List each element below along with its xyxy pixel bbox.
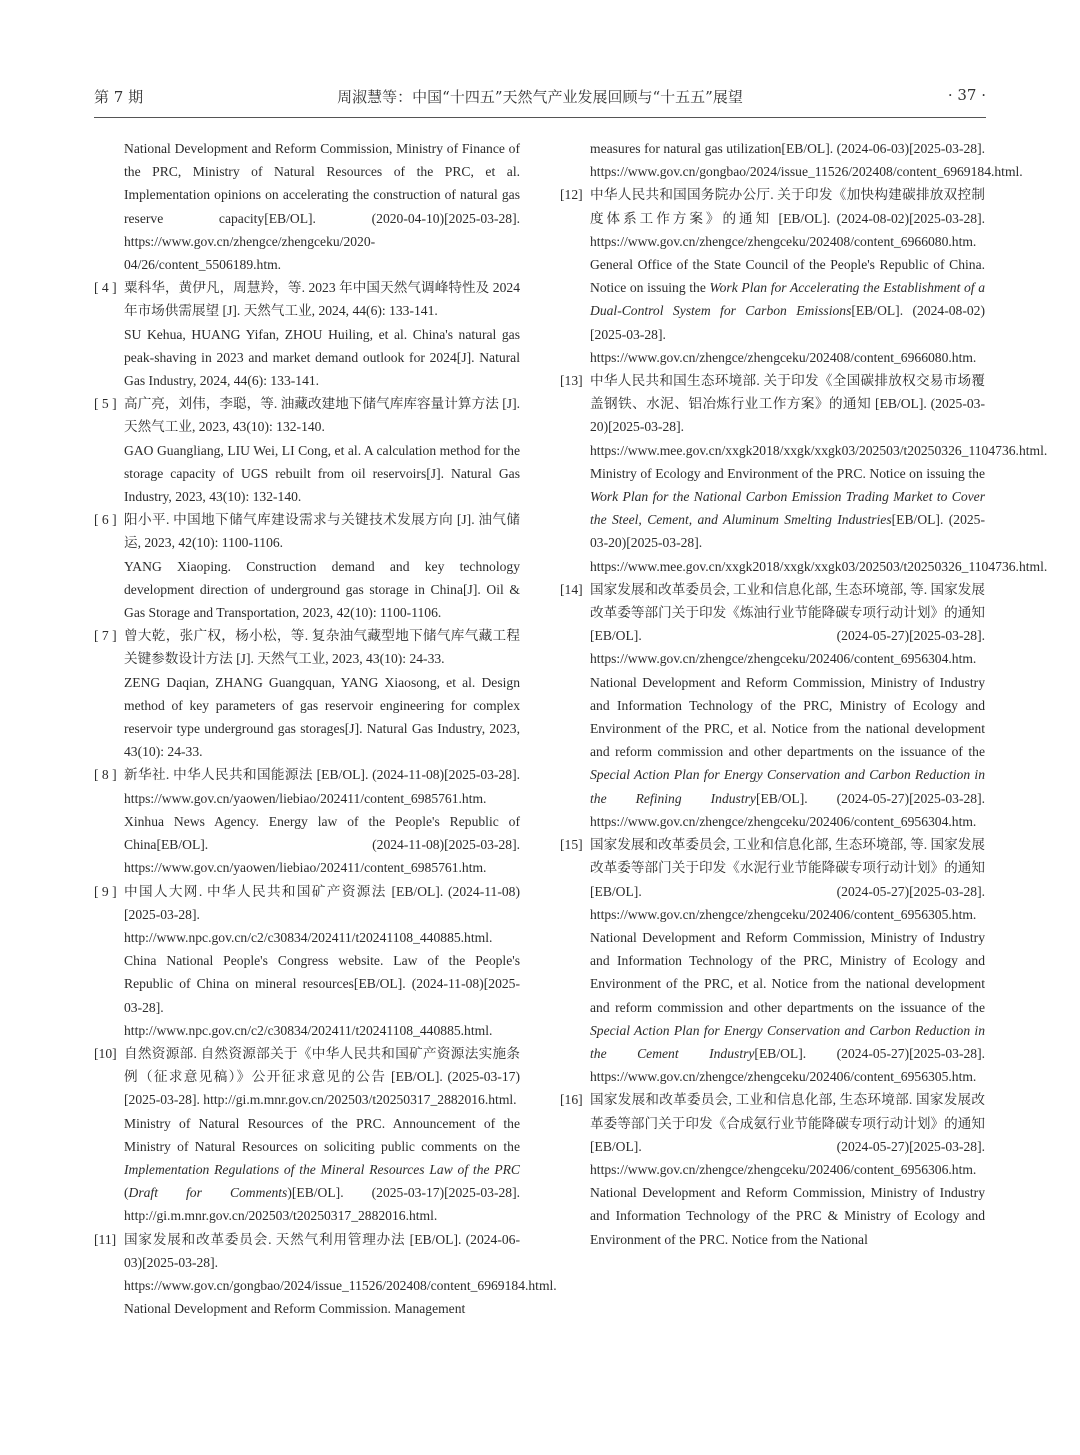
reference-en-text: Ministry of Natural Resources of the PRC. Announcement of the Ministry of Natural Resources on soliciting public comments on the Implementation Regulations of the Mineral Resources Law of the PRC (Draft for Comments)[EB/OL]. (2025-03-17)[2025-03-28]. http://gi.m.mnr.gov.cn/202503/t20250317_2882016.html. [124, 1115, 520, 1224]
reference-item [560, 833, 985, 1088]
reference-number: [ 8 ] [94, 767, 117, 783]
reference-cn-text: 新华社. 中华人民共和国能源法 [EB/OL]. (2024-11-08)[2025-03-28]. https://www.gov.cn/yaowen/liebiao/202411/content_6985761.htm. [124, 767, 520, 806]
reference-number: [ 4 ] [94, 280, 117, 296]
reference-cn-text: 自然资源部. 自然资源部关于《中华人民共和国矿产资源法实施条例（征求意见稿）》公开征求意见的公告 [EB/OL]. (2025-03-17)[2025-03-28]. http://gi.m.mnr.gov.cn/202503/t20250317_2882016.html. [124, 1045, 520, 1108]
running-header [94, 84, 986, 108]
reference-cn-text: 国家发展和改革委员会. 天然气利用管理办法 [EB/OL]. (2024-06-03)[2025-03-28]. https://www.gov.cn/gongbao/2024/issue_11526/202408/content_6969184.html. [124, 1231, 557, 1293]
reference-number: [16] [560, 1092, 583, 1108]
reference-cn-text: 中华人民共和国生态环境部. 关于印发《全国碳排放权交易市场覆盖钢铁、水泥、铝冶炼行业工作方案》的通知 [EB/OL]. (2025-03-20)[2025-03-28]. https://www.mee.gov.cn/xxgk2018/xxgk/xxgk03/202503/t20250326_1104736.html. [590, 373, 1048, 458]
reference-item [560, 369, 1048, 578]
reference-cn-text: 中华人民共和国国务院办公厅. 关于印发《加快构建碳排放双控制度体系工作方案》的通知 [EB/OL]. (2024-08-02)[2025-03-28]. https://www.gov.cn/zhengce/zhengceku/202408/content_6966080.htm. [590, 187, 985, 249]
running-title: 周淑慧等：中国“十四五”天然气产业发展回顾与“十五五”展望 [337, 88, 743, 106]
reference-number: [ 9 ] [94, 883, 117, 899]
reference-column-right [560, 137, 1048, 1251]
reference-en-text: National Development and Reform Commission, Ministry of Industry and Information Technology of the PRC, Ministry of Ecology and Environment of the PRC, et al. Notice from the national development and reform commission and other departments on the issuance of the Special Action Plan for Energy Conservation and Carbon Reduction in the Cement Industry[EB/OL]. (2024-05-27)[2025-03-28]. https://www.gov.cn/zhengce/zhengceku/202406/content_6956305.htm. [590, 929, 985, 1085]
issue-number: 第 7 期 [94, 88, 144, 106]
reference-number: [ 5 ] [94, 396, 117, 412]
reference-en-text: National Development and Reform Commission. Management [124, 1301, 466, 1317]
reference-cn-text: 国家发展和改革委员会, 工业和信息化部, 生态环境部, 等. 国家发展改革委等部门关于印发《水泥行业节能降碳专项行动计划》的通知 [EB/OL]. (2024-05-27)[2025-03-28]. https://www.gov.cn/zhengce/zhengceku/202406/content_6956305.htm. [590, 837, 985, 922]
reference-item [94, 392, 520, 508]
reference-number: [12] [560, 187, 583, 203]
reference-cn-text: 中国人大网. 中华人民共和国矿产资源法 [EB/OL]. (2024-11-08)[2025-03-28]. http://www.npc.gov.cn/c2/c30834/202411/t20241108_440885.html. [124, 883, 520, 945]
reference-cn-text: 粟科华，黄伊凡，周慧羚，等. 2023 年中国天然气调峰特性及 2024 年市场供需展望 [J]. 天然气工业, 2024, 44(6): 133-141. [124, 280, 520, 319]
reference-number: [10] [94, 1045, 117, 1061]
reference-en-text: GAO Guangliang, LIU Wei, LI Cong, et al. A calculation method for the storage capacity of UGS rebuilt from oil reservoirs[J]. Natural Gas Industry, 2023, 43(10): 132-140. [124, 442, 520, 505]
reference-continuation [94, 137, 520, 276]
reference-en-text: General Office of the State Council of the People's Republic of China. Notice on issuing the Work Plan for Accelerating the Establishment of a Dual-Control System for Carbon Emissions[EB/OL]. (2024-08-02)[2025-03-28]. https://www.gov.cn/zhengce/zhengceku/202408/content_6966080.htm. [590, 257, 985, 365]
reference-continuation [560, 137, 1023, 183]
reference-cn-text: 曾大乾，张广权，杨小松，等. 复杂油气藏型地下储气库气藏工程关键参数设计方法 [J]. 天然气工业, 2023, 43(10): 24-33. [124, 628, 520, 667]
reference-en-text: China National People's Congress website. Law of the People's Republic of China on mineral resources[EB/OL]. (2024-11-08)[2025-03-28]. http://www.npc.gov.cn/c2/c30834/202411/t20241108_440885.html. [124, 953, 520, 1038]
reference-en-text: National Development and Reform Commission, Ministry of Industry and Information Technology of the PRC & Ministry of Ecology and Environment of the PRC. Notice from the National [590, 1185, 985, 1247]
reference-en-text: National Development and Reform Commission, Ministry of Finance of the PRC, Ministry of Natural Resources of the PRC, et al. Implementation opinions on accelerating the construction of natural gas reserve capacity[EB/OL]. (2020-04-10)[2025-03-28]. https://www.gov.cn/zhengce/zhengceku/2020-04/26/content_5506189.htm. [124, 141, 520, 273]
reference-item [560, 183, 985, 369]
reference-en-text: ZENG Daqian, ZHANG Guangquan, YANG Xiaosong, et al. Design method of key parameters of gas reservoir engineering for complex reservoir type underground gas storages[J]. Natural Gas Industry, 2023, 43(10): 24-33. [124, 674, 520, 760]
reference-number: [11] [94, 1231, 117, 1247]
reference-en-text: Ministry of Ecology and Environment of the PRC. Notice on issuing the Work Plan for the National Carbon Emission Trading Market to Cover the Steel, Cement, and Aluminum Smelting Industries[EB/OL]. (2025-03-20)[2025-03-28]. https://www.mee.gov.cn/xxgk2018/xxgk/xxgk03/202503/t20250326_1104736.html. [590, 465, 1048, 574]
page-number: · 37 · [947, 86, 986, 104]
header-rule [94, 117, 986, 118]
reference-cn-text: 国家发展和改革委员会, 工业和信息化部, 生态环境部. 国家发展改革委等部门关于印发《合成氨行业节能降碳专项行动计划》的通知 [EB/OL]. (2024-05-27)[2025-03-28]. https://www.gov.cn/zhengce/zhengceku/202406/content_6956306.htm. [590, 1092, 985, 1177]
reference-en-text: Xinhua News Agency. Energy law of the People's Republic of China[EB/OL]. (2024-11-08)[2025-03-28]. https://www.gov.cn/yaowen/liebiao/202411/content_6985761.htm. [124, 813, 520, 876]
reference-cn-text: 国家发展和改革委员会, 工业和信息化部, 生态环境部, 等. 国家发展改革委等部门关于印发《炼油行业节能降碳专项行动计划》的通知 [EB/OL]. (2024-05-27)[2025-03-28]. https://www.gov.cn/zhengce/zhengceku/202406/content_6956304.htm. [590, 581, 985, 667]
reference-en-text: National Development and Reform Commission, Ministry of Industry and Information Technology of the PRC, Ministry of Ecology and Environment of the PRC, et al. Notice from the national development and reform commission and other departments on the issuance of the Special Action Plan for Energy Conservation and Carbon Reduction in the Refining Industry[EB/OL]. (2024-05-27)[2025-03-28]. https://www.gov.cn/zhengce/zhengceku/202406/content_6956304.htm. [590, 674, 985, 829]
reference-item [560, 1088, 985, 1250]
reference-en-text: measures for natural gas utilization[EB/OL]. (2024-06-03)[2025-03-28]. https://www.gov.cn/gongbao/2024/issue_11526/202408/content_6969184.html. [590, 141, 1023, 180]
reference-number: [ 7 ] [94, 628, 117, 644]
reference-cn-text: 阳小平. 中国地下储气库建设需求与关键技术发展方向 [J]. 油气储运, 2023, 42(10): 1100-1106. [124, 512, 520, 551]
reference-item [94, 1228, 557, 1321]
reference-en-text: YANG Xiaoping. Construction demand and key technology development direction of underground gas storage in China[J]. Oil & Gas Storage and Transportation, 2023, 42(10): 1100-1106. [124, 558, 520, 621]
reference-number: [14] [560, 581, 583, 597]
reference-number: [ 6 ] [94, 512, 117, 528]
reference-item [94, 276, 520, 392]
reference-number: [13] [560, 373, 583, 389]
reference-en-text: SU Kehua, HUANG Yifan, ZHOU Huiling, et al. China's natural gas peak-shaving in 2023 and market demand outlook for 2024[J]. Natural Gas Industry, 2024, 44(6): 133-141. [124, 326, 520, 389]
reference-cn-text: 高广亮，刘伟，李聪，等. 油藏改建地下储气库库容量计算方法 [J]. 天然气工业, 2023, 43(10): 132-140. [124, 396, 520, 435]
reference-item [94, 1042, 520, 1228]
reference-number: [15] [560, 837, 583, 853]
